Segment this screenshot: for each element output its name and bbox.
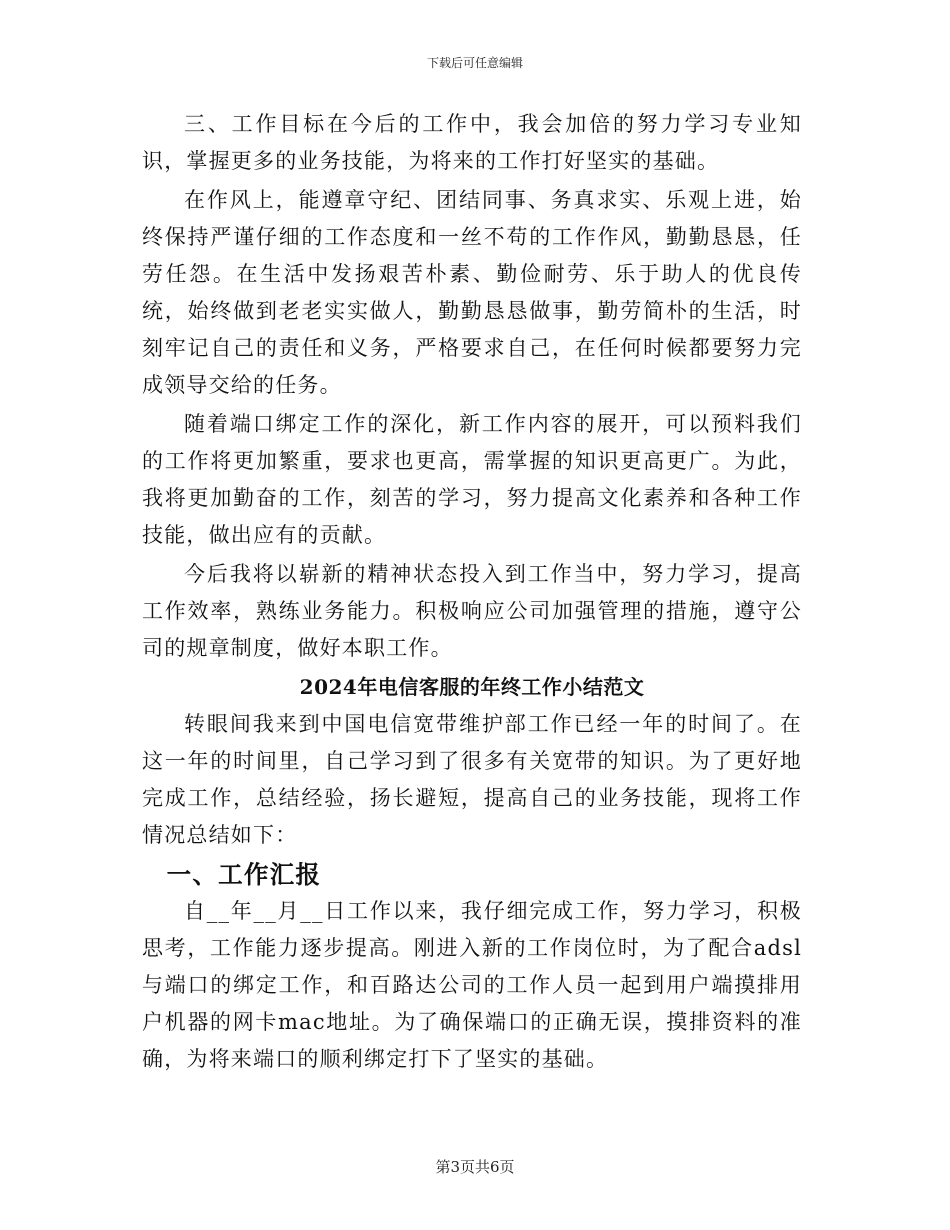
page-header: 下载后可任意编辑 xyxy=(426,56,523,70)
paragraph-port-binding-outlook: 随着端口绑定工作的深化，新工作内容的展开，可以预料我们的工作将更加繁重，要求也更高，需掌握的知识更高更广。为此，我将更加勤奋的工作，刻苦的学习，努力提高文化素养和各种工作技能，做出应有的贡献。 xyxy=(142,412,802,547)
section-heading-work-report: 一、工作汇报 xyxy=(166,860,322,889)
paragraph-work-goals: 三、工作目标在今后的工作中，我会加倍的努力学习专业知识，掌握更多的业务技能，为将来的工作打好坚实的基础。 xyxy=(142,112,802,173)
document-body xyxy=(142,106,802,1080)
paragraph-intro: 转眼间我来到中国电信宽带维护部工作已经一年的时间了。在这一年的时间里，自己学习到了很多有关宽带的知识。为了更好地完成工作，总结经验，扬长避短，提高自己的业务技能，现将工作情况总结如下： xyxy=(142,712,802,847)
page-number: 第3页共6页 xyxy=(435,1158,515,1176)
paragraph-future-plan: 今后我将以崭新的精神状态投入到工作当中，努力学习，提高工作效率，熟练业务能力。积极响应公司加强管理的措施，遵守公司的规章制度，做好本职工作。 xyxy=(142,562,802,660)
article-title: 2024年电信客服的年终工作小结范文 xyxy=(299,675,645,699)
paragraph-work-style: 在作风上，能遵章守纪、团结同事、务真求实、乐观上进，始终保持严谨仔细的工作态度和一丝不苟的工作作风，勤勤恳恳，任劳任怨。在生活中发扬艰苦朴素、勤俭耐劳、乐于助人的优良传统，始终做到老老实实做人，勤勤恳恳做事，勤劳简朴的生活，时刻牢记自己的责任和义务，严格要求自己，在任何时候都要努力完成领导交给的任务。 xyxy=(142,188,802,397)
paragraph-work-report: 自__年__月__日工作以来，我仔细完成工作，努力学习，积极思考，工作能力逐步提高。刚进入新的工作岗位时，为了配合adsl与端口的绑定工作，和百路达公司的工作人员一起到用户端摸排用户机器的网卡mac地址。为了确保端口的正确无误，摸排资料的准确，为将来端口的顺利绑定打下了坚实的基础。 xyxy=(142,899,802,1071)
